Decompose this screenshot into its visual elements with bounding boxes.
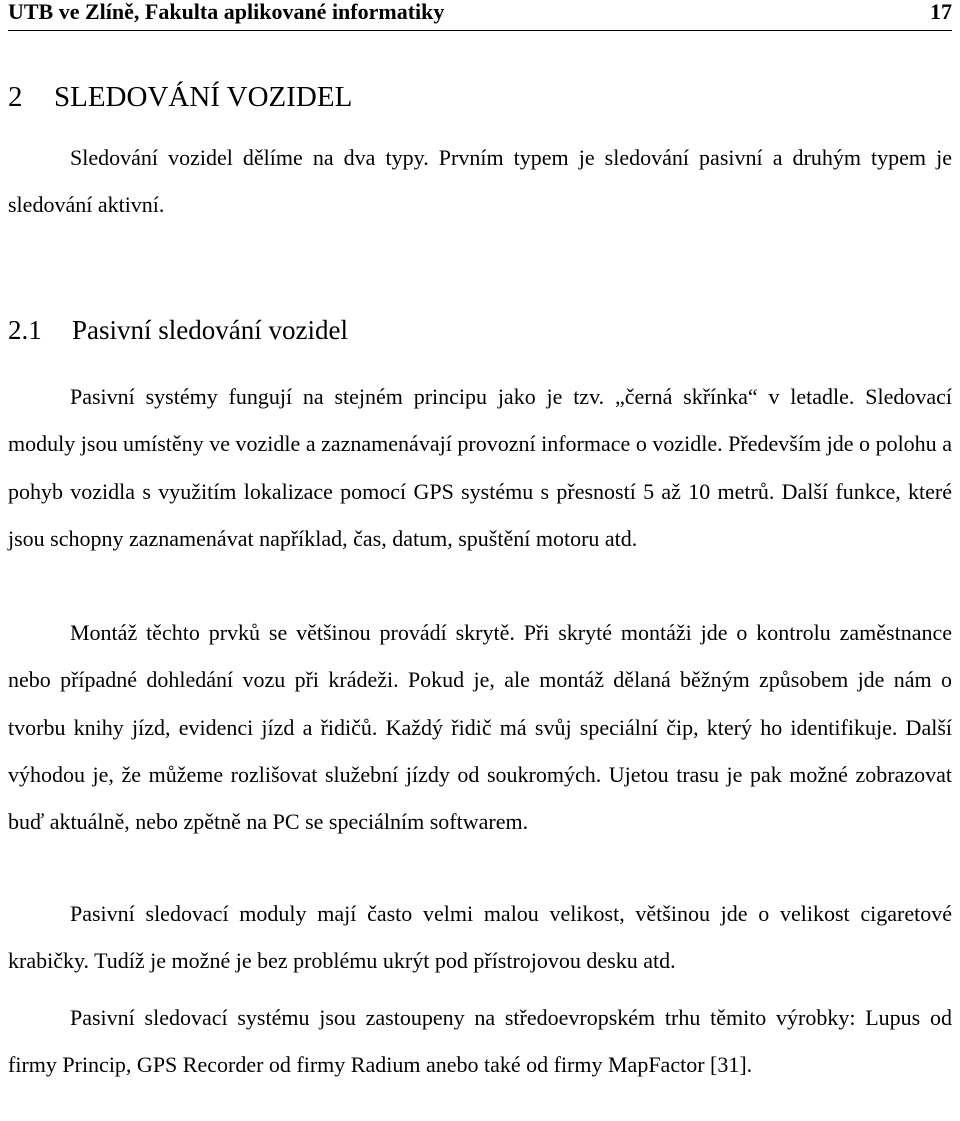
section-number: 2.1 — [8, 315, 42, 345]
chapter-title: SLEDOVÁNÍ VOZIDEL — [54, 81, 353, 113]
paragraph-2 — [8, 609, 952, 845]
page-number: 17 — [930, 0, 952, 24]
header-title: UTB ve Zlíně, Fakulta aplikované informatiky — [8, 0, 445, 24]
page-header — [8, 0, 952, 31]
intro-paragraph-text: Sledování vozidel dělíme na dva typy. Prvním typem je sledování pasivní a druhým typem je sledování aktivní. — [8, 145, 952, 218]
section-title: Pasivní sledování vozidel — [72, 315, 348, 345]
chapter-number: 2 — [8, 81, 23, 113]
paragraph-2-text: Montáž těchto prvků se většinou provádí skrytě. Při skryté montáži jde o kontrolu zaměstnance nebo případné dohledání vozu při krádeži. Pokud je, ale montáž dělaná běžným způsobem jde nám o tvorbu knihy jízd, evidenci jízd a řidičů. Každý řidič má svůj speciální čip, který ho identifikuje. Další výhodou je, že můžeme rozlišovat služební jízdy od soukromých. Ujetou trasu je pak možné zobrazovat buď aktuálně, nebo zpětně na PC se speciálním softwarem. — [8, 620, 952, 835]
chapter-heading — [8, 80, 352, 114]
paragraph-4 — [8, 994, 952, 1089]
paragraph-3 — [8, 890, 952, 985]
paragraph-1-text: Pasivní systémy fungují na stejném principu jako je tzv. „černá skřínka“ v letadle. Sledovací moduly jsou umístěny ve vozidle a zaznamenávají provozní informace o vozidle. Především jde o polohu a pohyb vozidla s využitím lokalizace pomocí GPS systému s přesností 5 až 10 metrů. Další funkce, které jsou schopny zaznamenávat například, čas, datum, spuštění motoru atd. — [8, 384, 952, 551]
paragraph-1 — [8, 373, 952, 562]
intro-paragraph — [8, 134, 952, 229]
paragraph-4-text: Pasivní sledovací systému jsou zastoupeny na středoevropském trhu těmito výrobky: Lupus od firmy Princip, GPS Recorder od firmy Radium anebo také od firmy MapFactor [31]. — [8, 1005, 952, 1078]
paragraph-3-text: Pasivní sledovací moduly mají často velmi malou velikost, většinou jde o velikost cigaretové krabičky. Tudíž je možné je bez problému ukrýt pod přístrojovou desku atd. — [8, 901, 952, 974]
section-heading — [8, 314, 348, 346]
